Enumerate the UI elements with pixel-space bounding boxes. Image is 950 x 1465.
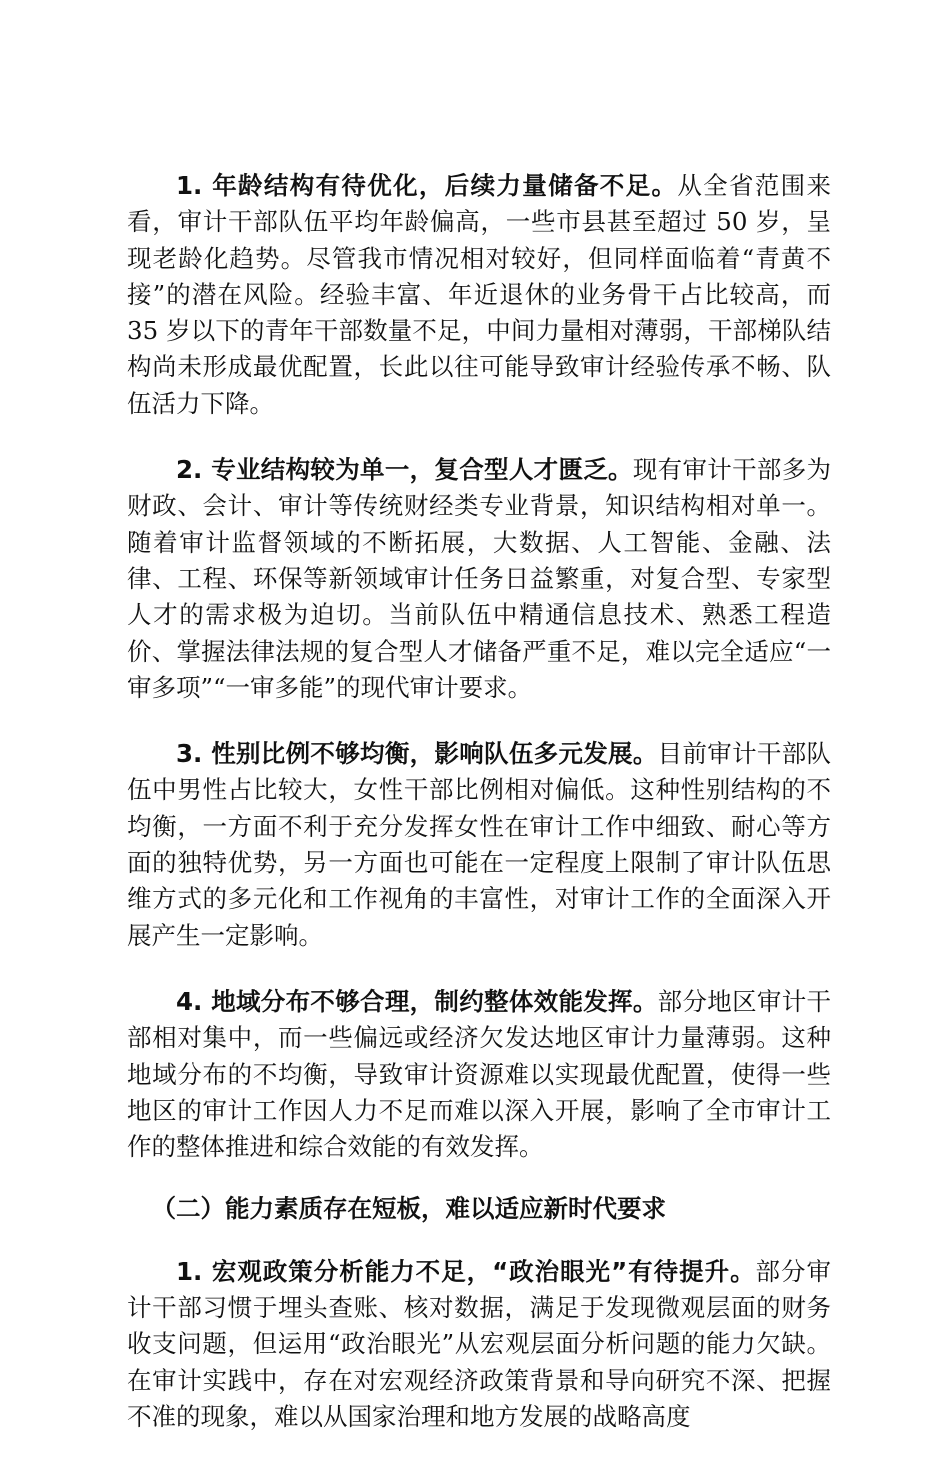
paragraph-regional-distribution bbox=[127, 984, 831, 1165]
paragraph-lead: 3. 性别比例不够均衡，影响队伍多元发展。 bbox=[176, 739, 658, 769]
paragraph-macro-policy bbox=[127, 1254, 831, 1435]
paragraph-lead: 4. 地域分布不够合理，制约整体效能发挥。 bbox=[176, 986, 658, 1016]
paragraph-body: 目前审计干部队伍中男性占比较大，女性干部比例相对偏低。这种性别结构的不均衡，一方面不利于充分发挥女性在审计工作中细致、耐心等方面的独特优势，另一方面也可能在一定程度上限制了审计队伍思维方式的多元化和工作视角的丰富性，对审计工作的全面深入开展产生一定影响。 bbox=[127, 739, 831, 950]
paragraph-lead: 2. 专业结构较为单一，复合型人才匮乏。 bbox=[176, 455, 633, 485]
paragraph-body: 部分地区审计干部相对集中，而一些偏远或经济欠发达地区审计力量薄弱。这种地域分布的不均衡，导致审计资源难以实现最优配置，使得一些地区的审计工作因人力不足而难以深入开展，影响了全市审计工作的整体推进和综合效能的有效发挥。 bbox=[127, 986, 831, 1162]
section-heading: （二）能力素质存在短板，难以适应新时代要求 bbox=[151, 1194, 666, 1224]
paragraph-body: 部分审计干部习惯于埋头查账、核对数据，满足于发现微观层面的财务收支问题，但运用“政治眼光”从宏观层面分析问题的能力欠缺。在审计实践中，存在对宏观经济政策背景和导向研究不深、把握不准的现象，难以从国家治理和地方发展的战略高度 bbox=[127, 1256, 831, 1431]
document-page bbox=[127, 168, 831, 1465]
paragraph-age-structure bbox=[127, 168, 831, 422]
paragraph-body: 从全省范围来看，审计干部队伍平均年龄偏高，一些市县甚至超过 50 岁，呈现老龄化趋势。尽管我市情况相对较好，但同样面临着“青黄不接”的潜在风险。经验丰富、年近退休的业务骨干占比较高，而 35 岁以下的青年干部数量不足，中间力量相对薄弱，干部梯队结构尚未形成最优配置，长此以往可能导致审计经验传承不畅、队伍活力下降。 bbox=[127, 171, 832, 418]
paragraph-professional-structure bbox=[127, 452, 831, 706]
paragraph-body: 现有审计干部多为财政、会计、审计等传统财经类专业背景，知识结构相对单一。随着审计监督领域的不断拓展，大数据、人工智能、金融、法律、工程、环保等新领域审计任务日益繁重，对复合型、专家型人才的需求极为迫切。当前队伍中精通信息技术、熟悉工程造价、掌握法律法规的复合型人才储备严重不足，难以完全适应“一审多项”“一审多能”的现代审计要求。 bbox=[127, 455, 832, 702]
paragraph-lead: 1. 年龄结构有待优化，后续力量储备不足。 bbox=[176, 171, 678, 200]
paragraph-gender-ratio bbox=[127, 736, 831, 954]
paragraph-lead: 1. 宏观政策分析能力不足，“政治眼光”有待提升。 bbox=[176, 1256, 756, 1286]
